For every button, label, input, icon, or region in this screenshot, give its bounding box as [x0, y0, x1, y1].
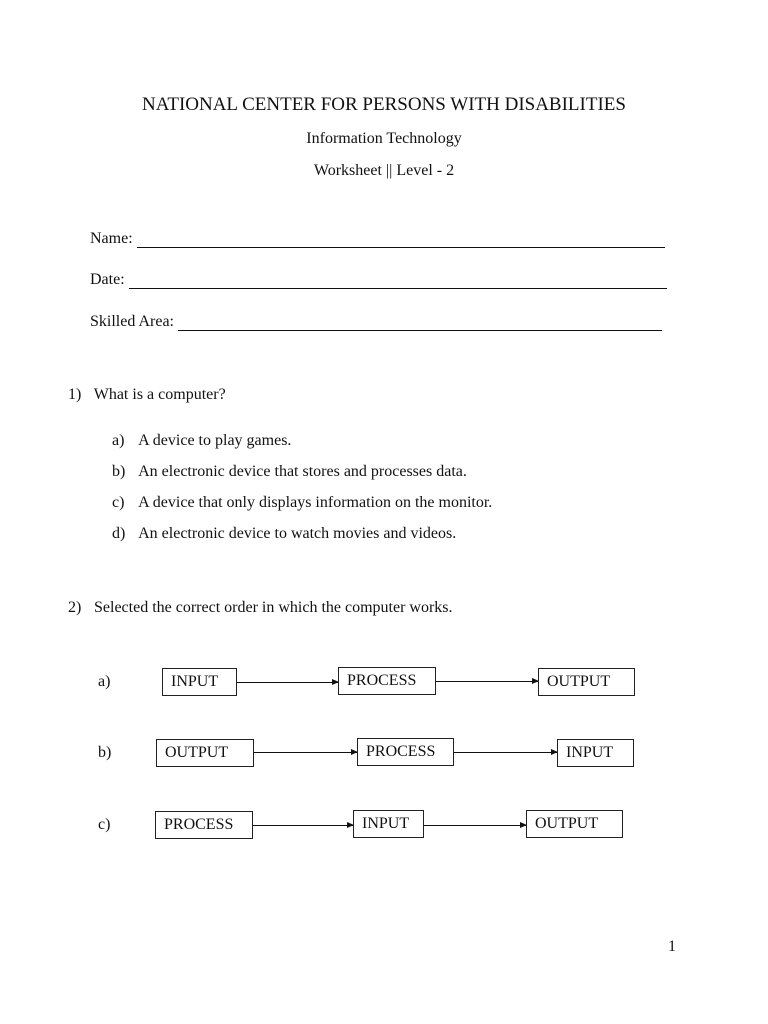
flow-box: PROCESS [155, 811, 253, 839]
option-letter: b) [112, 463, 126, 480]
option-text: A device that only displays information on the monitor. [138, 494, 493, 511]
subject-heading: Information Technology [306, 130, 462, 147]
flow-box: PROCESS [357, 738, 454, 766]
date-field [90, 271, 667, 289]
question-2 [68, 599, 453, 617]
option-letter: d) [112, 525, 126, 542]
name-field [90, 230, 665, 248]
date-blank-line[interactable] [129, 274, 667, 289]
option-d[interactable] [112, 525, 456, 543]
flow-arrow [454, 752, 557, 753]
flow-arrow [237, 682, 338, 683]
question-text: What is a computer? [93, 386, 226, 403]
date-label: Date: [90, 271, 125, 288]
question-text: Selected the correct order in which the computer works. [94, 599, 453, 616]
page-title: NATIONAL CENTER FOR PERSONS WITH DISABILITIES [142, 94, 626, 115]
option-text: A device to play games. [138, 432, 292, 449]
name-blank-line[interactable] [137, 233, 665, 248]
skilled-area-field [90, 313, 662, 331]
flow-box: INPUT [353, 810, 424, 838]
flow-box: INPUT [557, 739, 634, 767]
option-b[interactable] [112, 463, 467, 481]
flow-arrow [424, 825, 526, 826]
name-label: Name: [90, 230, 133, 247]
question-number: 1) [68, 386, 82, 403]
flow-row-c-label[interactable]: c) [98, 816, 111, 833]
flow-arrow [436, 681, 538, 682]
flow-row-a-label[interactable]: a) [98, 673, 111, 690]
question-1 [68, 386, 226, 404]
question-number: 2) [68, 599, 82, 616]
option-letter: a) [112, 432, 125, 449]
option-letter: c) [112, 494, 125, 511]
flow-box: OUTPUT [538, 668, 635, 696]
option-text: An electronic device to watch movies and videos. [138, 525, 457, 542]
flow-box: PROCESS [338, 667, 436, 695]
flow-box: INPUT [162, 668, 237, 696]
page-number: 1 [668, 938, 676, 955]
flow-box: OUTPUT [526, 810, 623, 838]
flow-row-b-label[interactable]: b) [98, 744, 112, 761]
option-text: An electronic device that stores and processes data. [138, 463, 467, 480]
flow-box: OUTPUT [156, 739, 254, 767]
flow-arrow [254, 752, 357, 753]
skilled-area-blank-line[interactable] [178, 316, 662, 331]
skilled-area-label: Skilled Area: [90, 313, 174, 330]
flow-arrow [253, 825, 353, 826]
option-c[interactable] [112, 494, 492, 512]
option-a[interactable] [112, 432, 291, 450]
worksheet-level: Worksheet || Level - 2 [313, 162, 455, 179]
